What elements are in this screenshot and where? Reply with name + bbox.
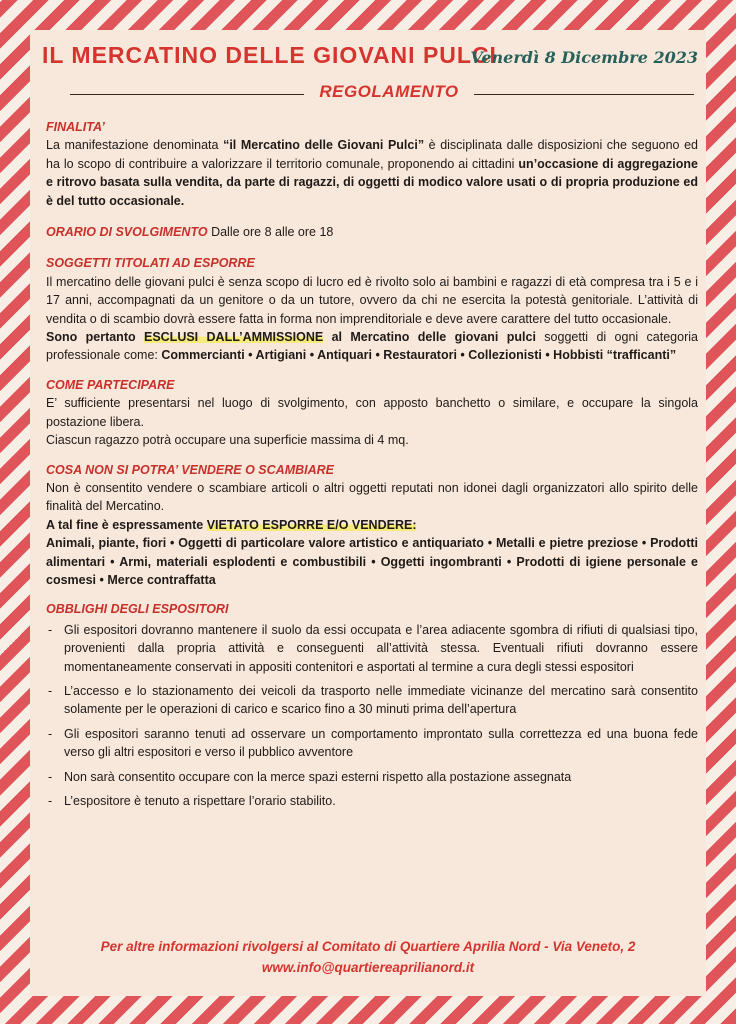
section-finalita (46, 118, 698, 210)
section-heading: FINALITA’ (46, 120, 105, 134)
contact-email: www.info@quartiereaprilianord.it (261, 960, 475, 975)
highlight-text: VIETATO ESPORRE E/O VENDERE: (206, 517, 417, 532)
event-name: “il Mercatino delle Giovani Pulci” (223, 138, 425, 153)
section-text (46, 136, 698, 210)
bold-text: Sono pertanto (46, 330, 144, 345)
list-item: - Gli espositori saranno tenuti ad osservare un comportamento improntato sulla correttezza ed una buona fede verso gli altri espositori e verso il pubblico avventore (46, 725, 698, 762)
bold-text: al Mercatino delle giovani pulci (323, 330, 536, 345)
obligations-list (46, 621, 698, 811)
section-text: Il mercatino delle giovani pulci è senza scopo di lucro ed è rivolto solo ai bambini e ragazzi di età compresa tra i 5 e i 17 anni, accompagnati da un genitore o da un tutore, ovvero da chi ne esercita la potestà genitoriale. L’attività di vendita o di scambio dovrà essere fatta in forma non imprenditoriale e deve avere carattere del tutto occasionale. (46, 274, 698, 326)
divider-left (70, 94, 304, 95)
schedule-text: Dalle ore 8 alle ore 18 (207, 225, 334, 240)
flyer-title: IL MERCATINO DELLE GIOVANI PULCI (42, 42, 497, 68)
ban-text (46, 516, 698, 534)
section-text (46, 223, 698, 241)
section-heading: COSA NON SI POTRA’ VENDERE O SCAMBIARE (46, 462, 334, 477)
list-item: - L’accesso e lo stazionamento dei veicoli da trasporto nelle immediate vicinanze del mercatino sarà consentito solamente per le operazioni di carico e scarico fino a 30 minuti prima dell’apertura (46, 682, 698, 719)
excluded-categories: Commercianti • Artigiani • Antiquari • Restauratori • Collezionisti • Hobbisti “trafficanti” (161, 348, 677, 363)
section-soggetti (46, 254, 698, 364)
section-text: E’ sufficiente presentarsi nel luogo di svolgimento, con apposto banchetto o similare, e occupare la singola postazione libera. (46, 396, 698, 429)
banned-items: Animali, piante, fiori • Oggetti di particolare valore artistico e antiquariato • Metalli e pietre preziose • Prodotti alimentari • Armi, materiali esplodenti e combustibili • Oggetti ingombranti • Prodotti di igiene personale e cosmesi • Merce contraffatta (46, 536, 698, 587)
section-text: Ciascun ragazzo potrà occupare una superficie massima di 4 mq. (46, 433, 409, 448)
exclusion-text (46, 328, 698, 365)
contact-info: Per altre informazioni rivolgersi al Comitato di Quartiere Aprilia Nord - Via Veneto, 2 (100, 939, 636, 954)
list-item: - Non sarà consentito occupare con la merce spazi esterni rispetto alla postazione assegnata (46, 768, 698, 786)
list-item: - Gli espositori dovranno mantenere il suolo da essi occupata e l’area adiacente sgombra di rifiuti di qualsiasi tipo, provenienti dalla propria attività e conseguenti all’attività stessa. Eventuali rifiuti dovranno essere momentaneamente conservati in appositi contenitori e asportati al termine a cura degli stessi espositori (46, 621, 698, 676)
section-obblighi (46, 600, 698, 810)
banned-list (46, 534, 698, 589)
text-run: La manifestazione denominata (46, 138, 224, 153)
footer (30, 936, 706, 978)
bold-text: un’occasione di aggregazione e ritrovo basata sulla vendita, da parte di ragazzi, di oggetti di modico valore usati o di propria produzione ed è del tutto occasionale. (46, 156, 698, 208)
text-run: è disciplinata dalle disposizioni che seguono ed ha lo scopo di contribuire a valorizzare il territorio comunale, proponendo ai cittadini (46, 138, 698, 171)
text-run: soggetti di ogni categoria professionale come: (46, 330, 698, 363)
highlight-text: ESCLUSI DALL’AMMISSIONE (143, 330, 324, 345)
section-orario (46, 223, 698, 241)
section-heading: OBBLIGHI DEGLI ESPOSITORI (46, 602, 229, 617)
bold-text: A tal fine è espressamente (46, 517, 207, 532)
list-item: - L’espositore è tenuto a rispettare l’orario stabilito. (46, 792, 698, 810)
section-partecipare (46, 376, 698, 450)
header (40, 40, 700, 76)
section-vendere (46, 461, 698, 590)
section-heading: ORARIO DI SVOLGIMENTO (46, 225, 208, 240)
regolamento-title: REGOLAMENTO (319, 82, 459, 101)
regolamento-header (70, 82, 694, 108)
section-heading: COME PARTECIPARE (46, 377, 175, 392)
event-date: Venerdì 8 Dicembre 2023 (470, 48, 698, 67)
section-text: Non è consentito vendere o scambiare articoli o altri oggetti reputati non idonei dagli organizzatori allo spirito delle finalità del Mercatino. (46, 480, 698, 514)
flyer-page (30, 30, 706, 996)
section-heading: SOGGETTI TITOLATI AD ESPORRE (46, 256, 255, 271)
divider-right (474, 94, 694, 95)
regulation-body (46, 118, 698, 816)
